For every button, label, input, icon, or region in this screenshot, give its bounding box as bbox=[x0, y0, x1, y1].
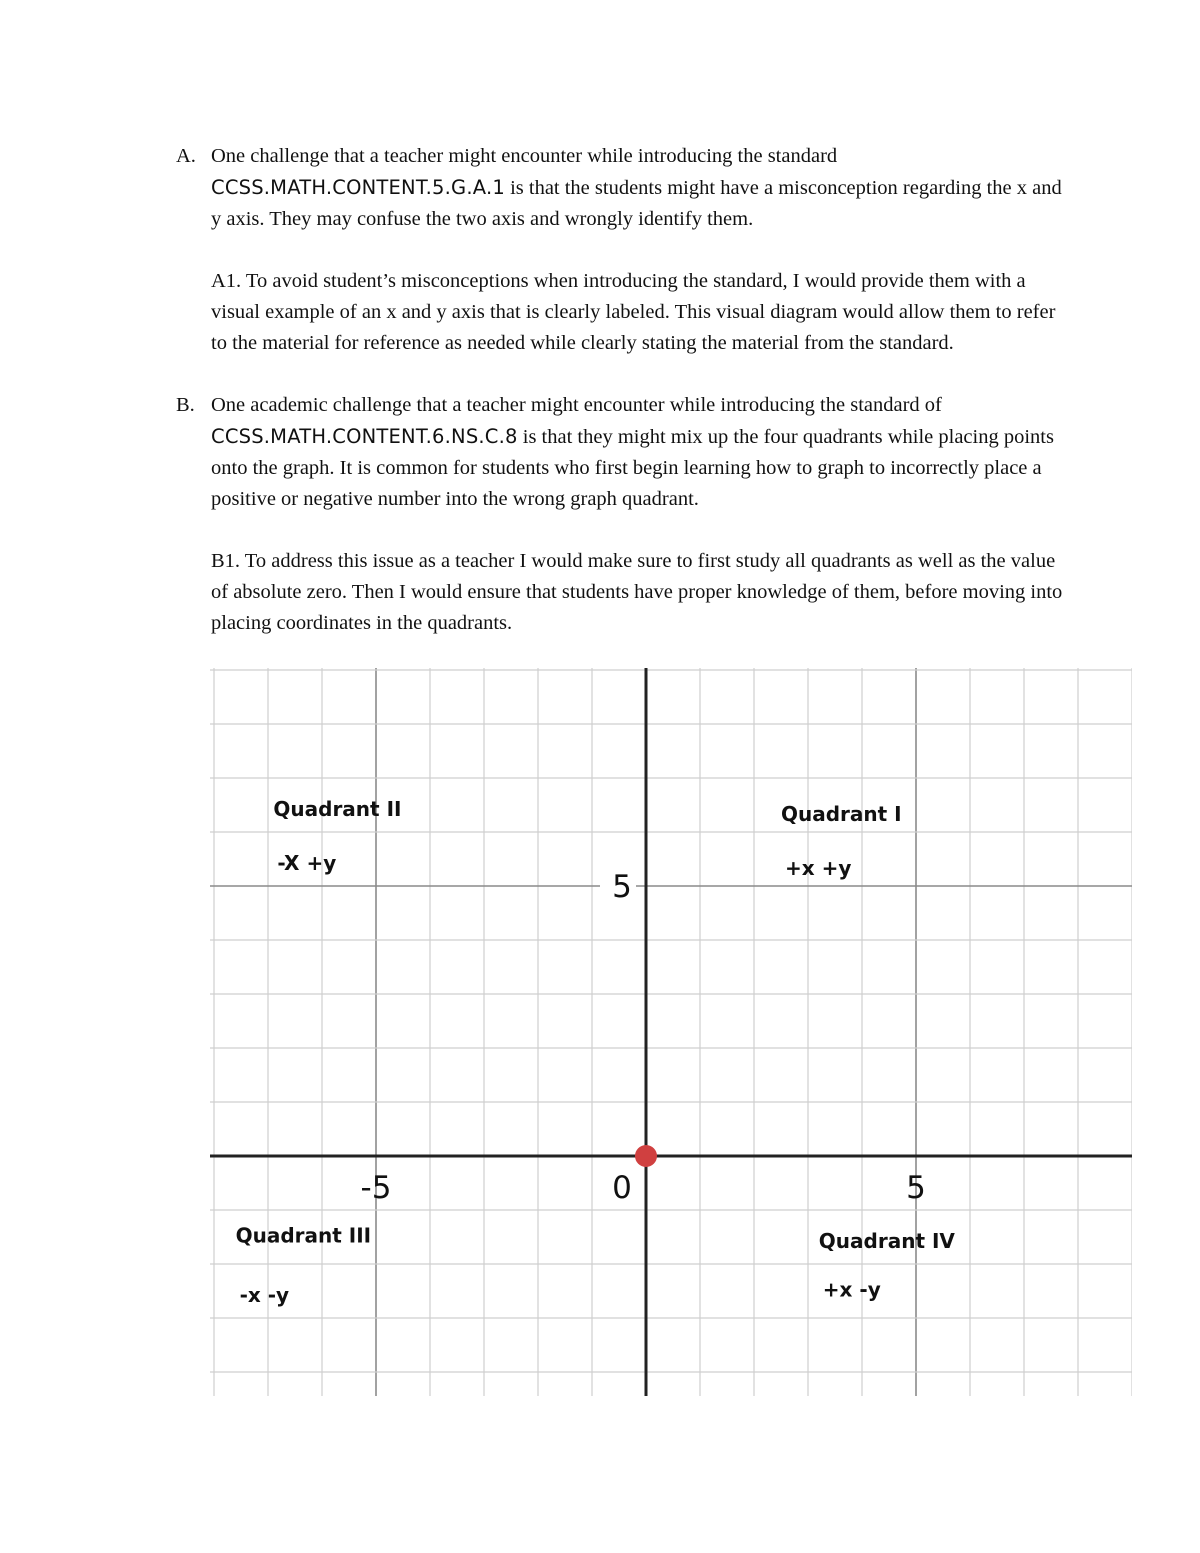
quadrant-iv-signs: +x -y bbox=[822, 1277, 881, 1302]
section-b-rest: is that they might mix up the four quadrants while placing points onto the graph. It is common for students who first begin learning how to graph to incorrectly place a positive or negative number into the wrong graph quadrant. bbox=[211, 426, 1054, 510]
x-tick-label: 5 bbox=[906, 1170, 926, 1206]
quadrant-i-label: Quadrant I bbox=[781, 802, 902, 827]
section-a-body bbox=[211, 141, 1076, 359]
section-b bbox=[176, 390, 1076, 639]
section-b1-text: B1. To address this issue as a teacher I would make sure to first study all quadrants as well as the value of absolute zero. Then I would ensure that students have proper knowledge of them, before moving into placing coordinates in the quadrants. bbox=[211, 550, 1063, 634]
section-b-body bbox=[211, 390, 1076, 639]
y-tick-label: 5 bbox=[612, 869, 632, 905]
section-a-rest: is that the students might have a misconception regarding the x and y axis. They may confuse the two axis and wrongly identify them. bbox=[211, 177, 1062, 230]
section-b-marker: B. bbox=[176, 394, 195, 416]
coordinate-plane-svg bbox=[210, 668, 1132, 1396]
quadrant-i-signs: +x +y bbox=[785, 856, 852, 881]
x-tick-label: -5 bbox=[360, 1170, 392, 1206]
section-b-standard: CCSS.MATH.CONTENT.6.NS.C.8 bbox=[211, 425, 518, 448]
quadrant-iii-signs: -x -y bbox=[239, 1282, 290, 1307]
section-a-standard: CCSS.MATH.CONTENT.5.G.A.1 bbox=[211, 176, 505, 199]
coordinate-plane bbox=[210, 668, 1132, 1396]
quadrant-iii-label: Quadrant III bbox=[235, 1223, 372, 1248]
section-a bbox=[176, 141, 1076, 359]
quadrant-iv-label: Quadrant IV bbox=[818, 1228, 955, 1253]
section-a-text bbox=[211, 141, 1076, 235]
section-a1-text: A1. To avoid student’s misconceptions when introducing the standard, I would provide them with a visual example of an x and y axis that is clearly labeled. This visual diagram would allow them to refer to the material for reference as needed while clearly stating the material from the standard. bbox=[211, 270, 1056, 354]
section-a-intro: One challenge that a teacher might encounter while introducing the standard bbox=[211, 145, 838, 167]
origin-point bbox=[635, 1145, 657, 1167]
section-b-text bbox=[211, 390, 1076, 515]
section-b-intro: One academic challenge that a teacher might encounter while introducing the standard of bbox=[211, 394, 942, 416]
quadrant-ii-signs: -X +y bbox=[277, 850, 337, 875]
quadrant-ii-label: Quadrant II bbox=[273, 796, 402, 821]
section-a-marker: A. bbox=[176, 145, 196, 167]
x-tick-label: 0 bbox=[612, 1170, 632, 1206]
